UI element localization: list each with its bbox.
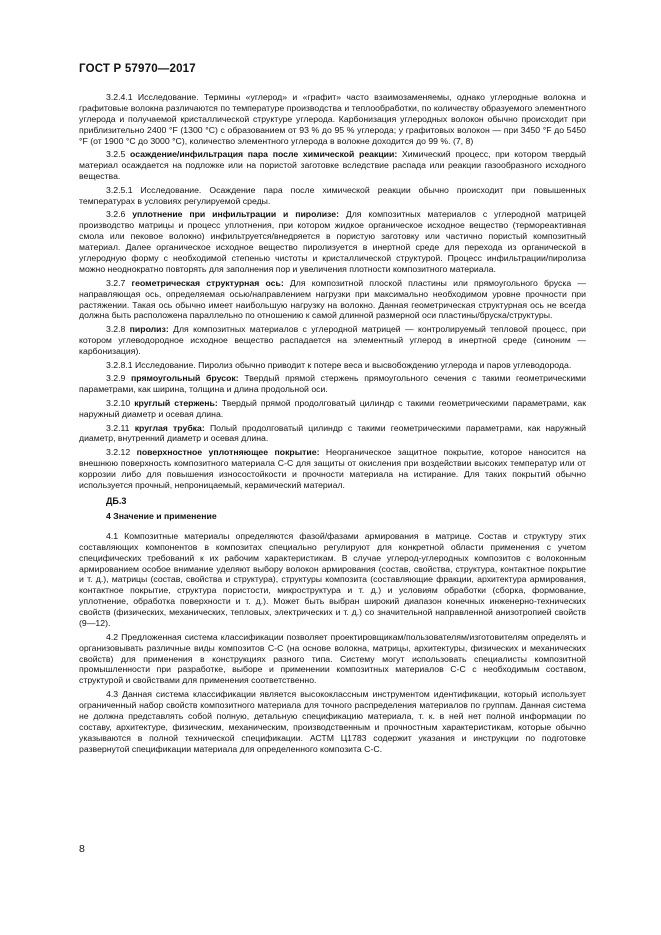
definition-paragraph — [79, 324, 586, 357]
term: прямоугольный брусок: — [131, 373, 239, 384]
definition-paragraph — [79, 360, 586, 371]
section-title: 4 Значение и применение — [106, 510, 217, 521]
definition-text: Твердый прямой продолговатый цилиндр с такими геометрическими параметрами, как наружный диаметр и осевая длина. — [79, 397, 587, 419]
term: пиролиз: — [129, 324, 169, 335]
definition-paragraph — [79, 373, 586, 395]
clause-number: 3.2.12 — [106, 447, 131, 458]
clause-number: 3.2.7 — [106, 277, 126, 288]
clause-number: 3.2.10 — [106, 397, 131, 408]
document-header: ГОСТ Р 57970—2017 — [79, 63, 196, 75]
term: круглый стержень: — [134, 397, 218, 408]
document-body — [79, 92, 586, 757]
definition-text: Полый продолговатый цилиндр с такими геометрическими параметрами, как наружный диаметр, внутренний диаметр и осевая длина. — [79, 422, 586, 444]
definition-paragraph — [79, 149, 586, 182]
definition-paragraph — [79, 278, 586, 322]
definition-paragraph — [79, 92, 586, 147]
term: круглая трубка: — [134, 422, 205, 433]
definitions-list — [79, 92, 586, 491]
term: поверхностное уплотняющее покрытие: — [136, 447, 320, 458]
term: осаждение/инфильтрация пара после химической реакции: — [130, 149, 398, 160]
definition-text: Для композитных материалов с углеродной матрицей — контролируемый тепловой процесс, при котором углеводородное исходное вещество распадается на элементный углерод в инертной среде (синоним — карбонизация). — [79, 324, 586, 356]
definition-paragraph — [79, 423, 586, 445]
definition-paragraph — [79, 209, 586, 274]
clause-number: 3.2.5 — [106, 149, 126, 160]
definition-paragraph — [79, 185, 586, 207]
appendix-label: ДБ.3 — [106, 495, 127, 506]
definition-paragraph — [79, 447, 586, 491]
definition-text: 3.2.4.1 Исследование. Термины «углерод» и «графит» часто взаимозаменяемы, однако углеродные волокна и графитовые волокна различаются по температуре производства и теплообработки, по количеству образуемого элементного углерода и получаемой кристаллической структуре углерода. Карбонизация углеродных волокон обычно происходит при приблизительно 2400 °F (1300 °С) с образованием от 93 % до 95 % углерода; у графитовых волокон — при 3450 °F до 5450 °F (от 1900 °С до 3000 °С), количество элементного углерода в волокне доходится до 99 %. (7, 8) — [79, 92, 586, 146]
definition-text: Неорганическое защитное покрытие, которое наносится на внешнюю поверхность композитного материала С-С для защиты от окисления при воздействии высоких температур или от коррозии либо для повышения износостойкости и прочности материала на истирание. Для таких покрытий обычно используется прочный, непроницаемый, керамический материал. — [79, 447, 586, 490]
definition-paragraph — [79, 398, 586, 420]
section-paragraph: 4.1 Композитные материалы определяются фазой/фазами армирования в матрице. Состав и структуру этих составляющих компонентов в композитах специально регулируют для конкретной области применения с учетом специфических требований к их рабочим характеристикам. В случае углерод-углеродных композитов с волоконным армированием особое внимание уделяют выбору волокон армирования (состав, свойства, структура, контактное покрытие и т. д.), матрицы (состав, свойства и структура), структуры композита (составляющие фракции, архитектура армирования, контактное покрытие, структура пористости, микроструктура и т. д.) и условиям обработки (сборка, формование, уплотнение, обработка поверхности и т. д.). Может быть выбран широкий диапазон конечных инженерно-технических свойств (физических, механических, тепловых, электрических и т. д.) со значительной направленной анизотропией свойств (9—12). — [79, 530, 586, 629]
clause-number: 3.2.11 — [106, 422, 130, 433]
definition-text: Химический процесс, при котором твердый материал осаждается на подложке или на пористой заготовке вследствие распада или реакции газообразного исходного вещества. — [79, 149, 586, 182]
term: уплотнение при инфильтрации и пиролизе: — [132, 209, 339, 220]
definition-text: Для композитной плоской пластины или прямоугольного бруска — направляющая ось, определяемая осью/направлением нагрузки при максимально необходимом уровне прочности при растяжении. Такая ось обычно имеет наибольшую нагрузку на волокно. Данная геометрическая структурная ось не всегда должна быть расположена параллельно по отношению к самой длинной размерной оси пластины/бруска/структуры. — [79, 277, 587, 321]
section-paragraph: 4.2 Предложенная система классификации позволяет проектировщикам/пользователям/изготовителям определять и организовывать различные виды композитов С-С (на основе волокна, матрицы, архитектуры, физических и механических свойств) для применения в конструкциях разного типа. Систему могут использовать специалисты композитной промышленности при разработке, выборе и применении композитных материалов С-С с необходимым составом, структурой и свойствами для применения соответственно. — [79, 631, 586, 686]
clause-number: 3.2.6 — [106, 209, 126, 220]
definition-text: Для композитных материалов с углеродной матрицей производство матрицы и процесс уплотнения, при котором жидкое органическое исходное вещество (термореактивная смола или пековое волокно) инфильтруется/внедряется в пористую заготовку или частично пористый композитный материал. Далее органическое исходное вещество пиролизуется в инертной среде для перехода из органической в углеродную форму с необходимой степенью чистоты и кристаллической структурой. Процесс инфильтрации/пиролиза можно неоднократно повторять для заполнения пор и увеличения плотности композитного материала. — [79, 209, 586, 274]
definition-text: Твердый прямой стержень прямоугольного сечения с такими геометрическими параметрами, как ширина, толщина и длина продольной оси. — [79, 373, 587, 395]
page-number: 8 — [79, 843, 85, 855]
definition-text: 3.2.8.1 Исследование. Пиролиз обычно приводит к потере веса и высвобождению углерода и паров углеводорода. — [106, 359, 572, 370]
clause-number: 3.2.8 — [106, 324, 126, 335]
definition-text: 3.2.5.1 Исследование. Осаждение пара после химической реакции обычно происходит при повышенных температурах в условиях регулируемой среды. — [79, 184, 586, 206]
clause-number: 3.2.9 — [106, 373, 126, 384]
term: геометрическая структурная ось: — [131, 277, 284, 288]
section-body — [79, 531, 586, 755]
section-paragraph: 4.3 Данная система классификации является высококлассным инструментом идентификации, который использует ограниченный набор свойств композитного материала для точного распределения материалов по группам. Данная система не должна представлять собой полную, детальную спецификацию материала, т. к. в ней нет полной информации по составу, архитектуре, физическим, механическим, производственным и прочностным характеристикам, которые обычно указываются в полной технической спецификации. АСТМ Ц1783 содержит указания и инструкции по подготовке развернутой спецификации материала для определенного композита С-С. — [79, 689, 586, 754]
